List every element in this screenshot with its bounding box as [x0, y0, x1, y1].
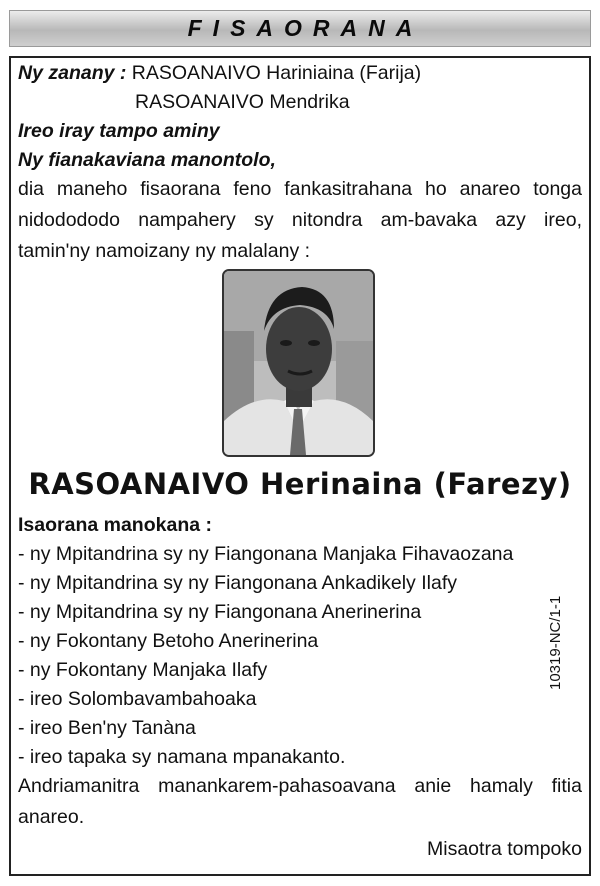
thanks-item: - ny Fokontany Betoho Anerinerina — [18, 630, 319, 652]
thanks-item: - ny Fokontany Manjaka Ilafy — [18, 659, 268, 681]
child-name-2: RASOANAIVO Mendrika — [135, 91, 350, 113]
reference-code: 10319-NC/1-1 — [547, 595, 564, 690]
thanks-item: - ireo Solombavambahoaka — [18, 688, 257, 710]
header-title: FISAORANA — [187, 15, 424, 41]
siblings-line: Ireo iray tampo aminy — [18, 120, 220, 142]
thanks-item: - ireo tapaka sy namana mpanakanto. — [18, 746, 346, 768]
children-line-1 — [18, 58, 421, 89]
closing-paragraph: Andriamanitra manankarem-pahasoavana anie hamaly fitia anareo. — [18, 775, 582, 828]
thanks-item: - ireo Ben'ny Tanàna — [18, 717, 196, 739]
portrait-image — [224, 271, 373, 455]
thanks-item: - ny Mpitandrina sy ny Fiangonana Manjaka Fihavaozana — [18, 543, 514, 565]
thanks-item: - ny Mpitandrina sy ny Fiangonana Anerinerina — [18, 601, 422, 623]
children-label: Ny zanany : — [18, 62, 127, 84]
signoff: Misaotra tompoko — [427, 838, 582, 860]
thanks-heading: Isaorana manokana : — [18, 514, 212, 536]
thanks-item: - ny Mpitandrina sy ny Fiangonana Ankadikely Ilafy — [18, 572, 457, 594]
header-banner — [9, 10, 591, 47]
child-name-1: RASOANAIVO Hariniaina (Farija) — [131, 62, 422, 84]
family-line: Ny fianakaviana manontolo, — [18, 149, 276, 171]
intro-paragraph: dia maneho fisaorana feno fankasitrahana ho anareo tonga nidodododo nampahery sy nitondra am-bavaka azy ireo, tamin'ny namoizany ny malalany : — [18, 178, 582, 262]
portrait-photo — [222, 269, 375, 457]
deceased-name: RASOANAIVO Herinaina (Farezy) — [28, 467, 572, 501]
